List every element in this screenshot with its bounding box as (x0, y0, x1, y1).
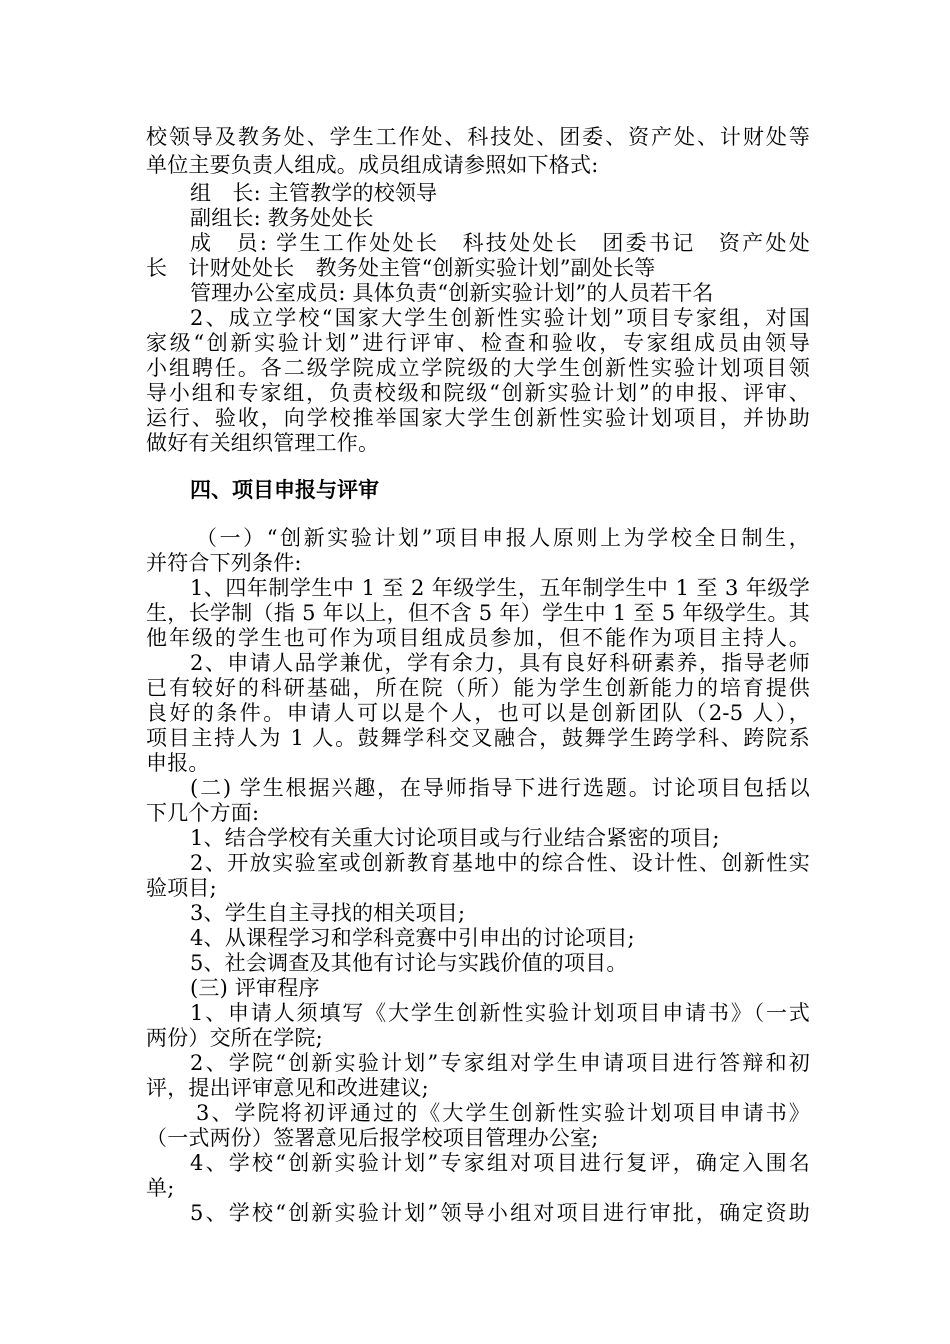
paragraph-line: 2、成立学校“国家大学生创新性实验计划”项目专家组，对国 (190, 306, 810, 330)
paragraph-line: 生，长学制（指 5 年以上，但不含 5 年）学生中 1 至 5 年级学生。其 (146, 601, 810, 625)
paragraph-line: 申报。 (146, 751, 210, 775)
paragraph-line: 4、从课程学习和学科竞赛中引申出的讨论项目; (190, 926, 635, 950)
paragraph-line: 5、社会调查及其他有讨论与实践价值的项目。 (190, 951, 628, 975)
paragraph-line: 并符合下列条件: (146, 551, 302, 575)
paragraph-line: 副组长: 教务处处长 (190, 206, 374, 230)
paragraph-line: 5、学校“创新实验计划”领导小组对项目进行审批，确定资助 (190, 1201, 810, 1225)
paragraph-line: 导小组和专家组，负责校级和院级“创新实验计划”的申报、评审、 (146, 381, 810, 405)
paragraph-line: 两份）交所在学院; (146, 1026, 323, 1050)
paragraph-line: 组 长: 主管教学的校领导 (190, 181, 438, 205)
paragraph-line: 2、申请人品学兼优，学有余力，具有良好科研素养，指导老师 (190, 651, 810, 675)
paragraph-line: (三) 评审程序 (190, 976, 320, 1000)
paragraph-line: 长 计财处处长 教务处主管“创新实验计划”副处长等 (146, 256, 656, 280)
paragraph-line: 校领导及教务处、学生工作处、科技处、团委、资产处、计财处等 (146, 125, 810, 149)
paragraph-line: 家级“创新实验计划”进行评审、检查和验收，专家组成员由领导 (146, 331, 810, 355)
paragraph-line: 单位主要负责人组成。成员组成请参照如下格式: (146, 153, 599, 177)
paragraph-line: 小组聘任。各二级学院成立学院级的大学生创新性实验计划项目领 (146, 356, 810, 380)
paragraph-line: 1、结合学校有关重大讨论项目或与行业结合紧密的项目; (190, 826, 720, 850)
paragraph-line: （一）“创新实验计划”项目申报人原则上为学校全日制生， (196, 526, 810, 550)
paragraph-line: 验项目; (146, 876, 217, 900)
paragraph-line: 做好有关组织管理工作。 (146, 431, 380, 455)
paragraph-line: 1、申请人须填写《大学生创新性实验计划项目申请书》（一式 (190, 1001, 810, 1025)
paragraph-line: 良好的条件。申请人可以是个人，也可以是创新团队（2-5 人）， (146, 701, 810, 725)
paragraph-line: 评，提出评审意见和改进建议; (146, 1076, 429, 1100)
paragraph-line: （一式两份）签署意见后报学校项目管理办公室; (146, 1126, 599, 1150)
paragraph-line: 1、四年制学生中 1 至 2 年级学生，五年制学生中 1 至 3 年级学 (190, 576, 810, 600)
paragraph-line: 2、学院“创新实验计划”专家组对学生申请项目进行答辩和初 (190, 1051, 810, 1075)
paragraph-line: 成 员: 学生工作处处长 科技处处长 团委书记 资产处处 (190, 231, 810, 255)
paragraph-line: 下几个方面: (146, 801, 260, 825)
paragraph-line: (二) 学生根据兴趣，在导师指导下进行选题。讨论项目包括以 (190, 776, 810, 800)
paragraph-line: 4、学校“创新实验计划”专家组对项目进行复评，确定入围名 (190, 1151, 810, 1175)
section-heading: 四、项目申报与评审 (190, 478, 379, 502)
paragraph-line: 单; (146, 1176, 175, 1200)
paragraph-line: 运行、验收，向学校推举国家大学生创新性实验计划项目，并协助 (146, 406, 810, 430)
paragraph-line: 3、学生自主寻找的相关项目; (190, 901, 466, 925)
paragraph-line: 他年级的学生也可作为项目组成员参加，但不能作为项目主持人。 (146, 626, 810, 650)
paragraph-line: 2、开放实验室或创新教育基地中的综合性、设计性、创新性实 (190, 851, 810, 875)
paragraph-line: 管理办公室成员: 具体负责“创新实验计划”的人员若干名 (190, 281, 714, 305)
paragraph-line: 项目主持人为 1 人。鼓舞学科交叉融合，鼓舞学生跨学科、跨院系 (146, 726, 810, 750)
paragraph-line: 3、学院将初评通过的《大学生创新性实验计划项目申请书》 (196, 1101, 810, 1125)
paragraph-line: 已有较好的科研基础，所在院（所）能为学生创新能力的培育提供 (146, 676, 810, 700)
